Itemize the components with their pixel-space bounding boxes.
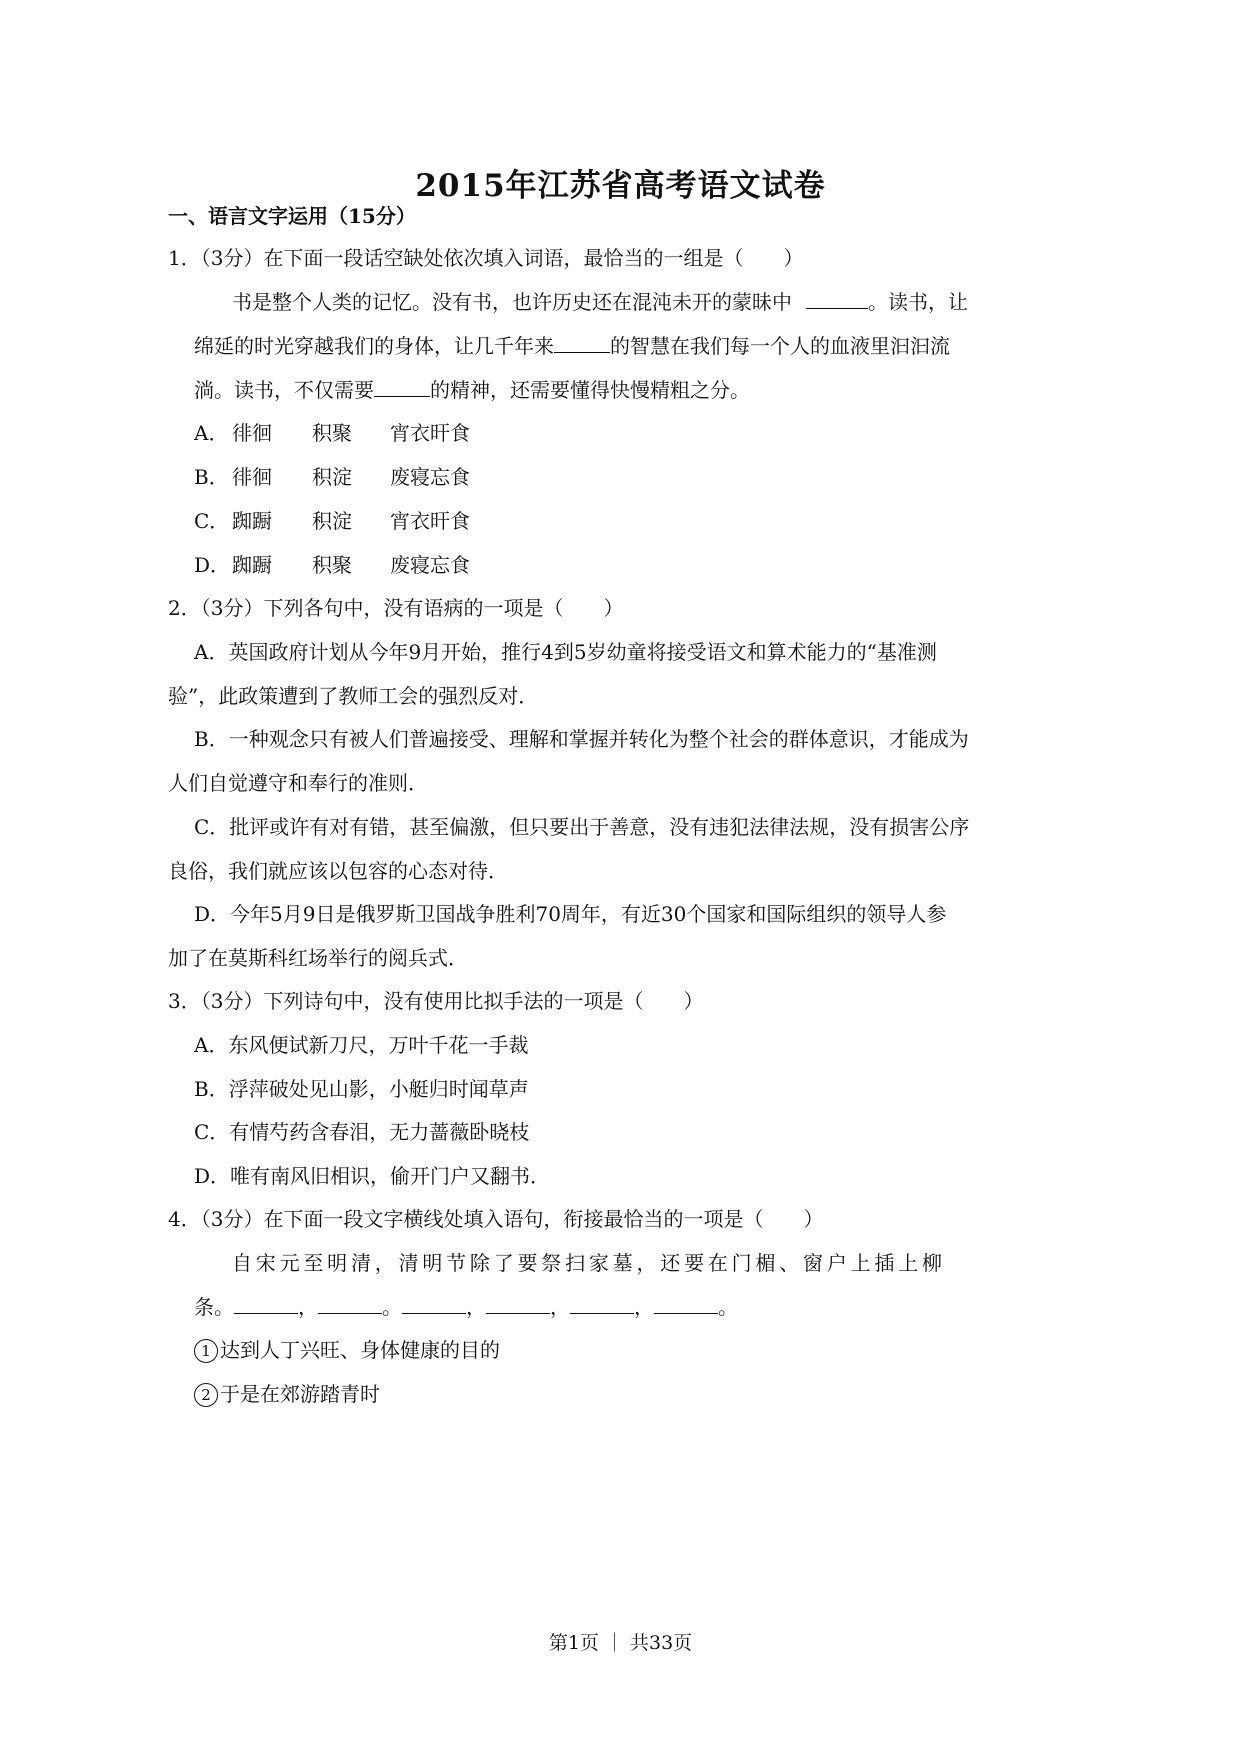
page-title: 2015年江苏省高考语文试卷 bbox=[415, 168, 826, 204]
question-2-option-c-line-1: C．批评或许有对有错，甚至偏激，但只要出于善意，没有违犯法律法规，没有损害公序 bbox=[194, 815, 970, 839]
question-3-option-c: C．有情芍药含春泪，无力蔷薇卧晓枝 bbox=[194, 1120, 530, 1144]
answer-blank bbox=[374, 378, 430, 397]
question-2-stem: 2．（3分）下列各句中，没有语病的一项是（ ） bbox=[168, 596, 624, 620]
question-2-option-b-line-1: B．一种观念只有被人们普遍接受、理解和掌握并转化为整个社会的群体意识，才能成为 bbox=[194, 727, 969, 751]
question-1-passage-line-3: 淌。读书，不仅需要 的精神，还需要懂得快慢精粗之分。 bbox=[194, 378, 750, 402]
answer-blank bbox=[234, 1295, 298, 1314]
question-2-option-a-line-1: A．英国政府计划从今年9月开始，推行4到5岁幼童将接受语文和算术能力的“基准测 bbox=[194, 640, 937, 664]
question-3-option-a: A．东风便试新刀尺，万叶千花一手裁 bbox=[194, 1033, 529, 1057]
question-3-option-d: D．唯有南风旧相识，偷开门户又翻书． bbox=[194, 1164, 551, 1188]
question-1-stem: 1．（3分）在下面一段话空缺处依次填入词语，最恰当的一组是（ ） bbox=[168, 246, 804, 270]
section-heading: 一、语言文字运用（15分） bbox=[168, 204, 416, 228]
question-3-option-b: B．浮萍破处见山影，小艇归时闻草声 bbox=[194, 1077, 529, 1101]
answer-blank bbox=[402, 1295, 466, 1314]
question-4-item-1: 1 达到人丁兴旺、身体健康的目的 bbox=[194, 1336, 500, 1364]
question-3-stem: 3．（3分）下列诗句中，没有使用比拟手法的一项是（ ） bbox=[168, 989, 704, 1013]
answer-blank bbox=[570, 1295, 634, 1314]
question-2-option-d-line-1: D．今年5月9日是俄罗斯卫国战争胜利70周年，有近30个国家和国际组织的领导人参 bbox=[194, 902, 947, 926]
question-1-option-a: A． 徘徊 积聚 宵衣旰食 bbox=[194, 421, 470, 445]
question-4-stem: 4．（3分）在下面一段文字横线处填入语句，衔接最恰当的一项是（ ） bbox=[168, 1207, 824, 1231]
answer-blank bbox=[486, 1295, 550, 1314]
question-1-option-b: B． 徘徊 积淀 废寝忘食 bbox=[194, 465, 470, 489]
circled-number: 1 bbox=[194, 1339, 218, 1363]
question-2-option-a-line-2: 验”，此政策遭到了教师工会的强烈反对． bbox=[168, 684, 539, 708]
question-2-option-b-line-2: 人们自觉遵守和奉行的准则． bbox=[168, 771, 428, 795]
question-2-option-d-line-2: 加了在莫斯科红场举行的阅兵式． bbox=[168, 946, 468, 970]
page-footer: 第1页 ｜ 共33页 bbox=[548, 1632, 693, 1654]
question-4-passage-line-1: 自宋元至明清，清明节除了要祭扫家墓，还要在门楣、窗户上插上柳 bbox=[232, 1251, 942, 1275]
answer-blank bbox=[654, 1295, 718, 1314]
question-1-option-d: D．踟蹰 积聚 废寝忘食 bbox=[194, 553, 470, 577]
circled-number: 2 bbox=[194, 1383, 218, 1407]
answer-blank bbox=[318, 1295, 382, 1314]
question-4-item-2: 2 于是在郊游踏青时 bbox=[194, 1380, 380, 1408]
question-4-passage-line-2: 条。 ， 。 ， ， ， 。 bbox=[194, 1295, 738, 1319]
question-1-passage-line-1: 书是整个人类的记忆。没有书，也许历史还在混沌未开的蒙昧中 。读书，让 bbox=[232, 290, 968, 314]
answer-blank bbox=[806, 290, 868, 309]
question-1-option-c: C． 踟蹰 积淀 宵衣旰食 bbox=[194, 509, 470, 533]
question-2-option-c-line-2: 良俗，我们就应该以包容的心态对待． bbox=[168, 859, 508, 883]
answer-blank bbox=[554, 334, 610, 353]
question-1-passage-line-2: 绵延的时光穿越我们的身体，让几千年来 的智慧在我们每一个人的血液里汩汩流 bbox=[194, 334, 950, 358]
